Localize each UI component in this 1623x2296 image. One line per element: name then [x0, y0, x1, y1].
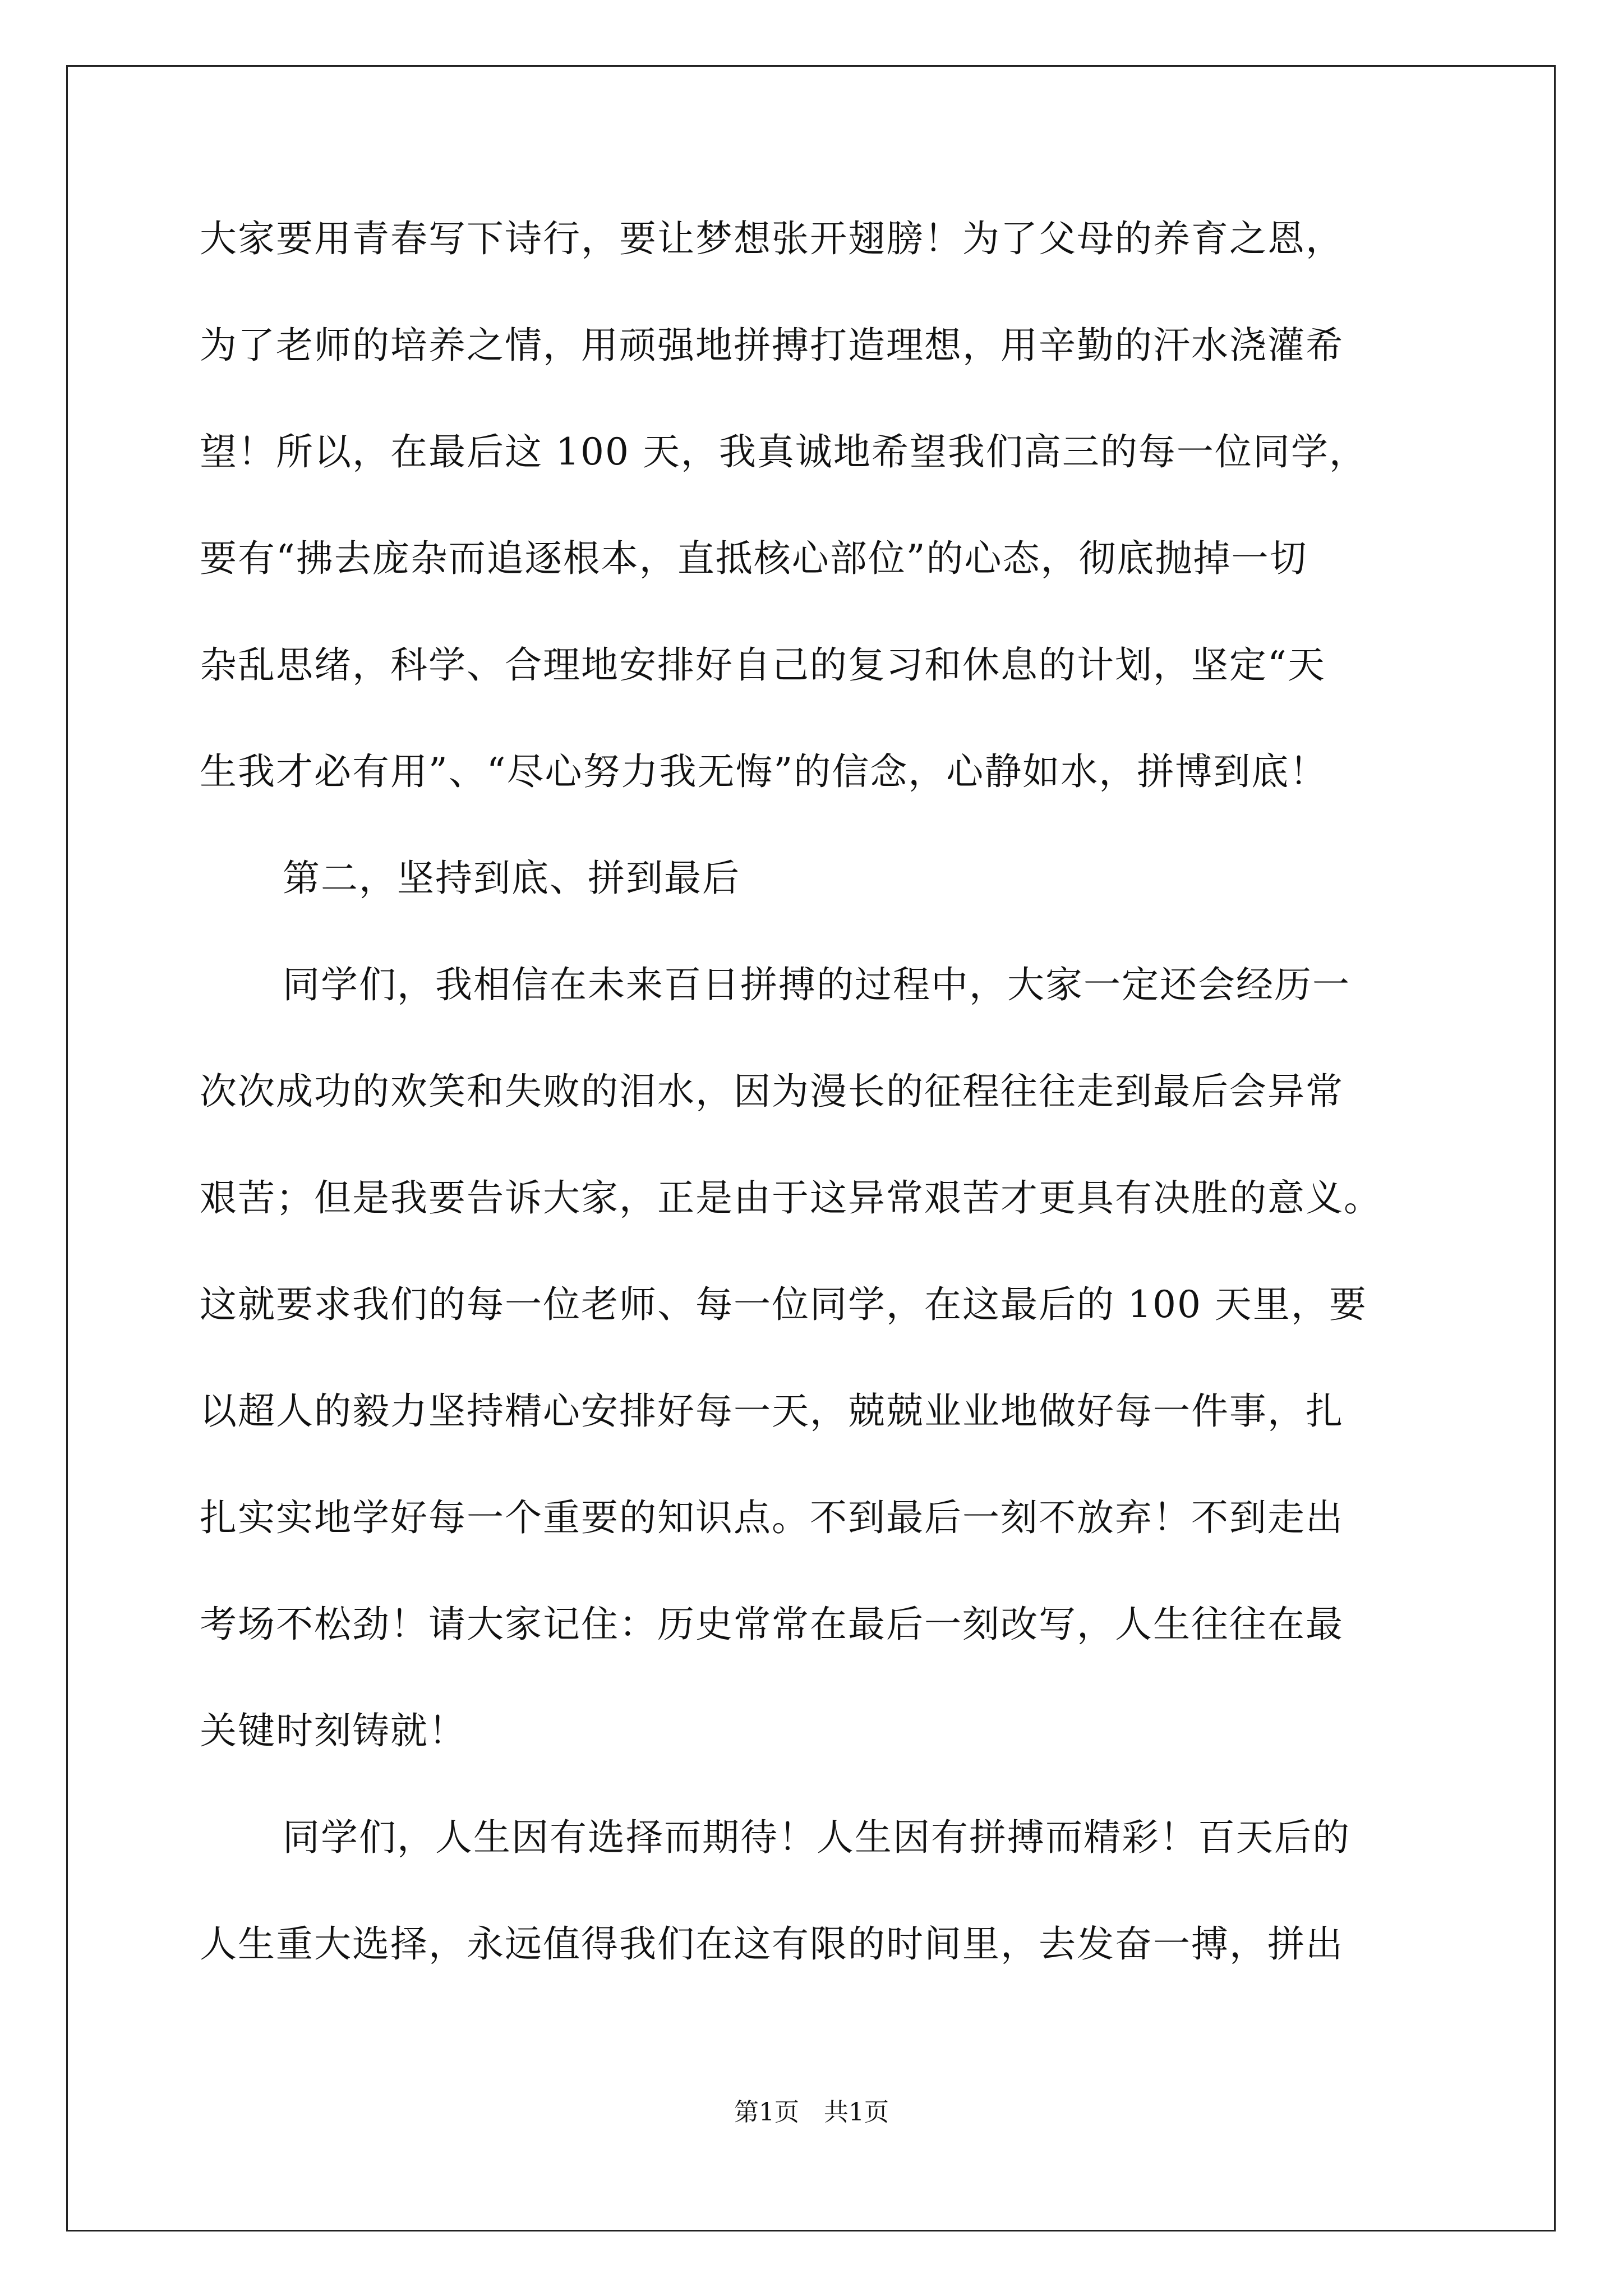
text-line: 大家要用青春写下诗行，要让梦想张开翅膀！为了父母的养育之恩， [200, 217, 1344, 260]
document-body [200, 212, 1433, 2024]
text-line: 同学们，人生因有选择而期待！人生因有拼搏而精彩！百天后的 [283, 1816, 1350, 1859]
page-number-current: 第1页 [734, 2098, 799, 2127]
text-line: 生我才必有用”、“尽心努力我无悔”的信念，心静如水，拼博到底！ [200, 750, 1328, 793]
text-line: 望！所以，在最后这 100 天，我真诚地希望我们高三的每一位同学， [200, 430, 1367, 473]
section-heading: 第二，坚持到底、拼到最后 [283, 857, 740, 900]
text-line: 关键时刻铸就！ [200, 1709, 467, 1752]
text-line: 这就要求我们的每一位老师、每一位同学，在这最后的 100 天里，要 [200, 1283, 1367, 1326]
text-line: 要有“拂去庞杂而追逐根本，直抵核心部位”的心态，彻底抛掉一切 [200, 537, 1308, 580]
page-footer [0, 2096, 1623, 2129]
text-line: 艰苦；但是我要告诉大家，正是由于这异常艰苦才更具有决胜的意义。 [200, 1176, 1382, 1220]
text-line: 以超人的毅力坚持精心安排好每一天，兢兢业业地做好每一件事，扎 [200, 1389, 1344, 1433]
page-number-total: 共1页 [824, 2098, 889, 2127]
text-line: 考场不松劲！请大家记住：历史常常在最后一刻改写，人生往往在最 [200, 1603, 1344, 1646]
text-line: 为了老师的培养之情，用顽强地拼搏打造理想，用辛勤的汗水浇灌希 [200, 324, 1344, 367]
text-line: 同学们，我相信在未来百日拼搏的过程中，大家一定还会经历一 [283, 963, 1350, 1006]
text-line: 杂乱思绪，科学、合理地安排好自己的复习和休息的计划，坚定“天 [200, 643, 1326, 687]
text-line: 人生重大选择，永远值得我们在这有限的时间里，去发奋一搏，拼出 [200, 1922, 1344, 1966]
text-line: 扎实实地学好每一个重要的知识点。不到最后一刻不放弃！不到走出 [200, 1496, 1344, 1539]
text-line: 次次成功的欢笑和失败的泪水，因为漫长的征程往往走到最后会异常 [200, 1070, 1344, 1113]
